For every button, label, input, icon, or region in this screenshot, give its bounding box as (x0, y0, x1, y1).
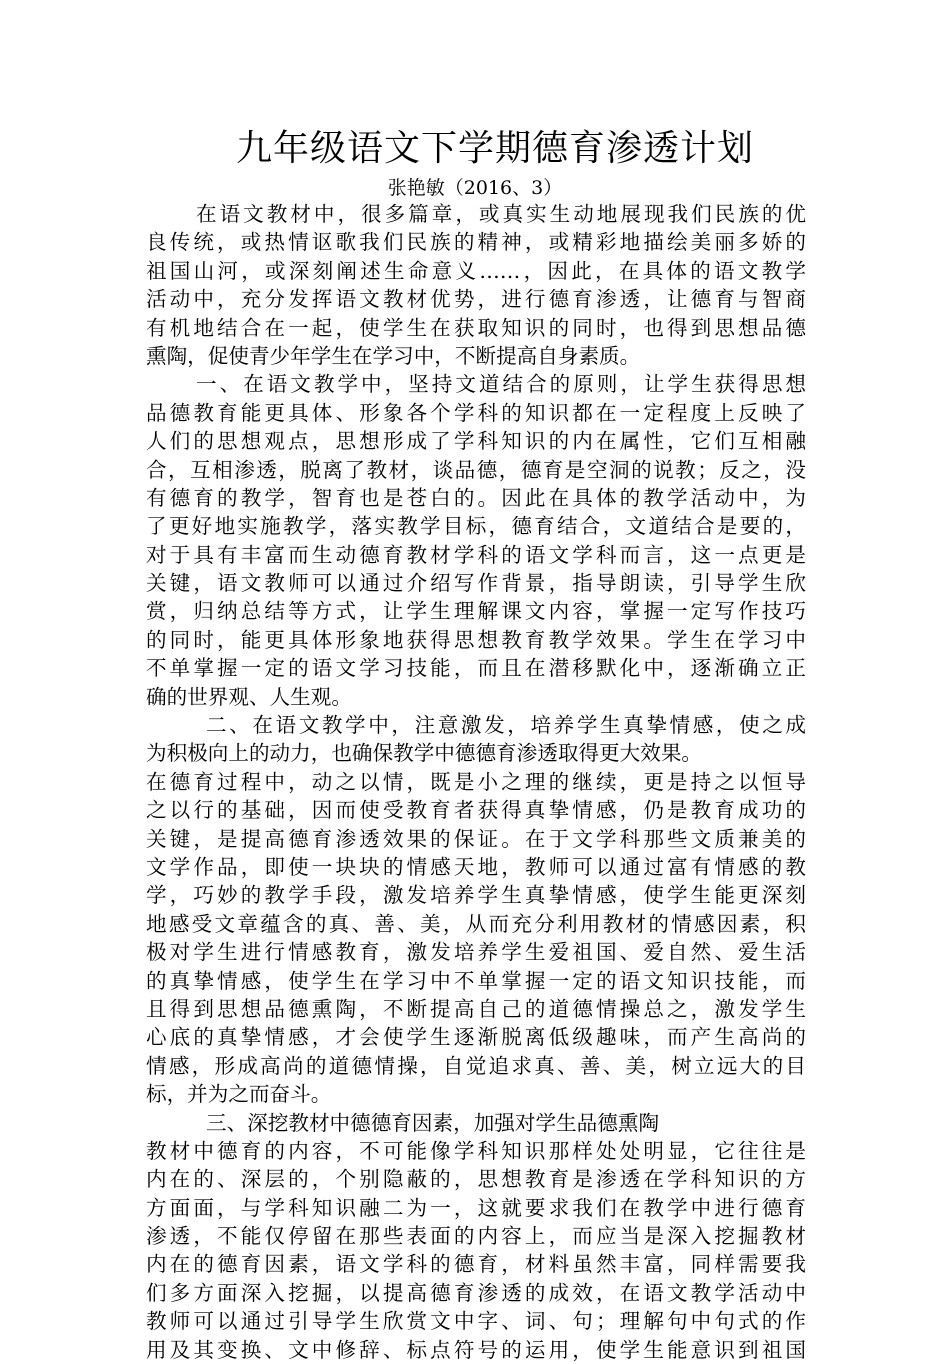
paragraph-line: 活动中，充分发挥语文教材优势，进行德育渗透，让德育与智商 (146, 287, 806, 312)
paragraph-line: 不单掌握一定的语文学习技能，而且在潜移默化中，逐渐确立正 (146, 656, 806, 681)
paragraph (146, 768, 806, 1109)
paragraph-line: 确的世界观、人生观。 (146, 684, 352, 709)
paragraph-line: 教师可以通过引导学生欣赏文中字、词、句；理解句中句式的作 (146, 1309, 806, 1334)
paragraph-line: 方面面，与学科知识融二为一，这就要求我们在教学中进行德育 (146, 1195, 806, 1220)
page-title: 九年级语文下学期德育渗透计划 (235, 128, 754, 169)
paragraph-line: 良传统，或热情讴歌我们民族的精神，或精彩地描绘美丽多娇的 (146, 230, 806, 255)
document-body (146, 200, 806, 1364)
paragraph-line: 极对学生进行情感教育，激发培养学生爱祖国、爱自然、爱生活 (146, 940, 806, 965)
author-line: 张艳敏（2016、3） (387, 177, 563, 199)
paragraph (146, 370, 806, 711)
paragraph-line: 人们的思想观点，思想形成了学科知识的内在属性，它们互相融 (146, 429, 806, 454)
paragraph-line: 熏陶，促使青少年学生在学习中，不断提高自身素质。 (146, 343, 641, 368)
paragraph-line: 有德育的教学，智育也是苍白的。因此在具体的教学活动中，为 (146, 485, 806, 510)
paragraph-line: 教材中德育的内容，不可能像学科知识那样处处明显，它往往是 (146, 1138, 806, 1163)
paragraph-line: 在语文教材中，很多篇章，或真实生动地展现我们民族的优 (196, 202, 806, 226)
paragraph (146, 200, 806, 370)
paragraph-line: 祖国山河，或深刻阐述生命意义……，因此，在具体的语文教学 (146, 258, 806, 283)
paragraph-line: 在德育过程中，动之以情，既是小之理的继续，更是持之以恒导 (146, 769, 806, 794)
paragraph-line: 赏，归纳总结等方式，让学生理解课文内容，掌握一定写作技巧 (146, 599, 806, 624)
paragraph (146, 1109, 806, 1137)
paragraph-line: 地感受文章蕴含的真、善、美，从而充分利用教材的情感因素，积 (146, 911, 806, 936)
paragraph-line: 的真挚情感，使学生在学习中不单掌握一定的语文知识技能，而 (146, 968, 806, 993)
paragraph-line: 心底的真挚情感，才会使学生逐渐脱离低级趣味，而产生高尚的 (146, 1025, 806, 1050)
paragraph-line: 关键，是提高德育渗透效果的保证。在于文学科那些文质兼美的 (146, 826, 806, 851)
paragraph-line: 内在的、深层的，个别隐蔽的，思想教育是渗透在学科知识的方 (146, 1167, 806, 1192)
paragraph-line: 有机地结合在一起，使学生在获取知识的同时，也得到思想品德 (146, 315, 806, 340)
paragraph (146, 1137, 806, 1364)
paragraph-line: 用及其变换、文中修辞、标点符号的运用，使学生能意识到祖国 (146, 1337, 806, 1362)
paragraph-line: 的同时，能更具体形象地获得思想教育教学效果。学生在学习中 (146, 627, 806, 652)
paragraph-line: 学，巧妙的教学手段，激发培养学生真挚情感，使学生能更深刻 (146, 883, 806, 908)
paragraph-line: 们多方面深入挖掘，以提高德育渗透的成效，在语文教学活动中 (146, 1280, 806, 1305)
paragraph (146, 711, 806, 768)
paragraph-line: 三、深挖教材中德德育因素，加强对学生品德熏陶 (206, 1110, 660, 1135)
paragraph-line: 情感，形成高尚的道德情操，自觉追求真、善、美，树立远大的目 (146, 1053, 806, 1078)
paragraph-line: 一、在语文教学中，坚持文道结合的原则，让学生获得思想 (196, 372, 806, 397)
paragraph-line: 关键，语文教师可以通过介绍写作背景，指导朗读，引导学生欣 (146, 571, 806, 596)
paragraph-line: 对于具有丰富而生动德育教材学科的语文学科而言，这一点更是 (146, 542, 806, 567)
paragraph-line: 合，互相渗透，脱离了教材，谈品德，德育是空洞的说教；反之，没 (146, 457, 806, 482)
paragraph-line: 渗透，不能仅停留在那些表面的内容上，而应当是深入挖掘教材 (146, 1224, 806, 1249)
paragraph-line: 二、在语文教学中，注意激发，培养学生真挚情感，使之成 (206, 713, 806, 738)
paragraph-line: 品德教育能更具体、形象各个学科的知识都在一定程度上反映了 (146, 400, 806, 425)
paragraph-line: 且得到思想品德熏陶，不断提高自己的道德情操总之，激发学生 (146, 996, 806, 1021)
paragraph-line: 了更好地实施教学，落实教学目标，德育结合，文道结合是要的， (146, 514, 806, 539)
paragraph-line: 文学作品，即使一块块的情感天地，教师可以通过富有情感的教 (146, 854, 806, 879)
paragraph-line: 为积极向上的动力，也确保教学中德德育渗透取得更大效果。 (146, 741, 703, 766)
paragraph-line: 之以行的基础，因而使受教育者获得真挚情感，仍是教育成功的 (146, 798, 806, 823)
paragraph-line: 标，并为之而奋斗。 (146, 1082, 332, 1107)
paragraph-line: 内在的德育因素，语文学科的德育，材料虽然丰富，同样需要我 (146, 1252, 806, 1277)
